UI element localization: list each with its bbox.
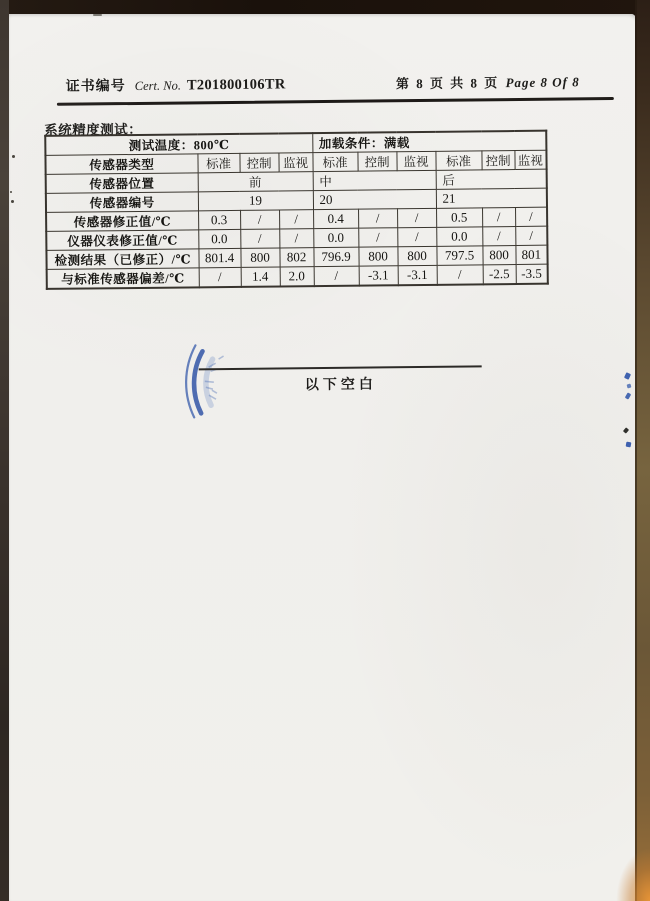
col-header-cell: 监视 [396,151,435,170]
scan-speck [11,200,14,203]
value-cell: / [240,210,279,229]
value-cell: -2.5 [483,265,516,285]
value-cell: -3.5 [516,264,548,284]
scanner-margin-right [635,0,650,901]
value-cell: 1.4 [241,267,280,287]
value-cell: / [199,267,241,287]
value-cell: / [358,228,397,247]
value-cell: / [397,208,436,227]
stamp-main-arc [194,351,203,413]
value-cell: 0.4 [313,209,358,228]
value-cell: 800 [358,247,397,266]
value-cell: 796.9 [313,247,358,266]
row-label: 传感器修正值/℃ [46,211,198,232]
scanner-margin-left [0,0,9,901]
value-cell: / [437,265,483,285]
col-header-cell: 监视 [278,153,312,172]
value-cell: 0.0 [436,227,482,246]
cell-position-middle: 中 [313,170,436,190]
value-cell: 0.0 [198,229,240,248]
stamp-seal-icon [160,328,281,439]
cell-sensor-no-21: 21 [436,188,547,208]
cell-position-label: 传感器位置 [46,173,198,194]
value-cell: / [482,227,515,246]
value-cell: 800 [482,246,515,265]
value-cell: 0.5 [436,208,482,227]
value-cell: 797.5 [436,246,482,265]
value-cell: 2.0 [280,267,314,287]
cell-position-front: 前 [198,172,313,192]
value-cell: -3.1 [398,265,437,285]
row-label: 仪器仪表修正值/℃ [46,230,198,251]
col-header-cell: 标准 [197,153,239,172]
scan-speck [12,155,15,158]
cell-temp-condition: 测试温度：800℃ [45,133,312,155]
header-rule [57,97,614,106]
cert-no-value: T201800106TR [186,76,286,94]
cell-load-condition: 加载条件：满载 [312,131,546,153]
document-page [8,13,638,901]
row-label: 检测结果（已修正）/℃ [46,249,198,270]
cert-label: 证书编号 [65,79,126,95]
col-header-cell: 标准 [312,152,357,171]
value-cell: / [279,210,313,229]
value-cell: 801.4 [198,248,240,267]
ink-mark [626,442,632,448]
value-cell: 800 [240,248,279,267]
cell-position-rear: 后 [436,169,547,189]
value-cell: / [397,227,436,246]
page-indicator [390,71,580,92]
scan-speck [93,14,102,16]
value-cell: / [482,208,515,227]
value-cell: 801 [515,245,547,264]
col-header-cell: 控制 [239,153,278,172]
value-cell: 802 [279,248,313,267]
cell-sensor-no-20: 20 [313,189,436,209]
col-header-cell: 控制 [481,151,514,170]
page-content [7,7,646,884]
value-cell: 0.0 [313,228,358,247]
value-cell: / [358,209,397,228]
scanner-margin-top [0,0,650,14]
scan-speck [10,191,12,193]
section-title: 系统精度测试： [44,121,143,138]
col-header-cell: 监视 [514,150,546,169]
col-header-cell: 标准 [435,151,481,170]
page-indicator-en: Page 8 Of 8 [505,74,580,91]
value-cell: / [240,229,279,248]
value-cell: / [515,226,547,245]
blank-note: 以下空白 [304,377,377,394]
page-indicator-zh: 第 8 页 共 8 页 [395,75,500,92]
cell-sensor-type-label: 传感器类型 [45,154,197,175]
value-cell: / [314,266,359,286]
value-cell: 0.3 [198,210,240,229]
cell-number-label: 传感器编号 [46,192,198,213]
accuracy-test-table [44,130,549,290]
certificate-number-block [66,73,286,95]
col-header-cell: 控制 [357,152,396,171]
value-cell: 800 [397,246,436,265]
value-cell: / [279,229,313,248]
row-label: 与标准传感器偏差/℃ [47,268,199,289]
value-cell: / [515,207,547,226]
cert-no-en-label: Cert. No. [134,78,181,93]
cell-sensor-no-19: 19 [198,191,313,211]
value-cell: -3.1 [359,266,398,286]
